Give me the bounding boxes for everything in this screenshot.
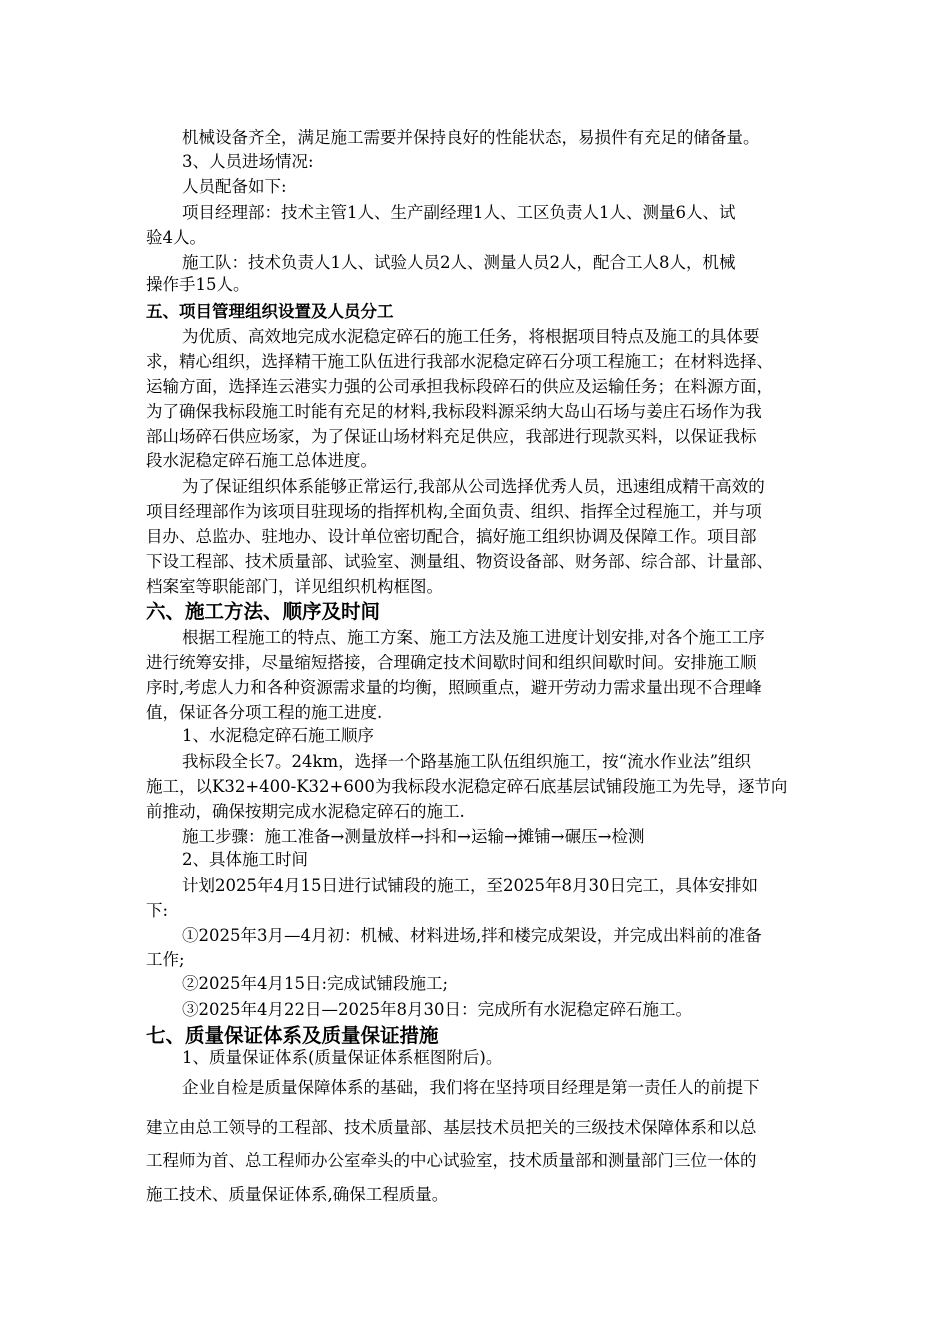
text-line: 段水泥稳定碎石施工总体进度。	[146, 451, 377, 470]
text-line: 1、水泥稳定碎石施工顺序	[182, 726, 374, 745]
text-line: 施工队：技术负责人1人、试验人员2人、测量人员2人，配合工人8人，机械	[182, 253, 736, 272]
text-line: 1、质量保证体系(质量保证体系框图附后)。	[182, 1048, 503, 1067]
text-line: 机械设备齐全，满足施工需要并保持良好的性能状态，易损件有充足的储备量。	[182, 128, 760, 147]
text-line: 为了保证组织体系能够正常运行,我部从公司选择优秀人员，迅速组成精干高效的	[182, 477, 765, 496]
text-line: 前推动，确保按期完成水泥稳定碎石的施工.	[146, 802, 465, 821]
text-line: 计划2025年4月15日进行试铺段的施工，至2025年8月30日完工，具体安排如	[182, 876, 758, 895]
text-line: 求，精心组织，选择精干施工队伍进行我部水泥稳定碎石分项工程施工；在材料选择、	[146, 352, 773, 371]
section-heading-6: 六、施工方法、顺序及时间	[146, 600, 381, 623]
text-line: 2、具体施工时间	[182, 850, 308, 869]
text-line: 施工技术、质量保证体系,确保工程质量。	[146, 1185, 449, 1204]
section-heading-7: 七、质量保证体系及质量保证措施	[146, 1024, 439, 1047]
text-line: ②2025年4月15日:完成试铺段施工;	[182, 974, 449, 993]
text-line: 工作;	[146, 950, 185, 969]
text-line: 人员配备如下:	[182, 177, 287, 196]
text-line: 根据工程施工的特点、施工方案、施工方法及施工进度计划安排,对各个施工工序	[182, 628, 765, 647]
text-line: 目办、总监办、驻地办、设计单位密切配合，搞好施工组织协调及保障工作。项目部	[146, 527, 757, 546]
text-line: 进行统筹安排，尽量缩短搭接，合理确定技术间歇时间和组织间歇时间。安排施工顺	[146, 653, 757, 672]
text-line: 项目经理部作为该项目驻现场的指挥机构,全面负责、组织、指挥全过程施工，并与项	[146, 502, 762, 521]
text-line: 项目经理部：技术主管1人、生产副经理1人、工区负责人1人、测量6人、试	[182, 203, 736, 222]
text-line: 施工步骤：施工准备→测量放样→抖和→运输→摊铺→碾压→检测	[182, 827, 645, 846]
text-line: 操作手15人。	[146, 275, 250, 294]
text-line: 为优质、高效地完成水泥稳定碎石的施工任务，将根据项目特点及施工的具体要	[182, 327, 760, 346]
section-heading-5: 五、项目管理组织设置及人员分工	[146, 302, 394, 321]
text-line: 下:	[146, 901, 169, 920]
text-line: ③2025年4月22日—2025年8月30日：完成所有水泥稳定碎石施工。	[182, 1000, 692, 1019]
text-line: 下设工程部、技术质量部、试验室、测量组、物资设备部、财务部、综合部、计量部、	[146, 552, 773, 571]
text-line: 建立由总工领导的工程部、技术质量部、基层技术员把关的三级技术保障体系和以总	[146, 1118, 757, 1137]
text-line: 施工，以K32+400-K32+600为我标段水泥稳定碎石底基层试铺段施工为先导，逐节向	[146, 777, 788, 796]
text-line: ①2025年3月—4月初：机械、材料进场,拌和楼完成架设，并完成出料前的准备	[182, 926, 762, 945]
text-line: 档案室等职能部门，详见组织机构框图。	[146, 577, 443, 596]
text-line: 值，保证各分项工程的施工进度.	[146, 703, 383, 722]
text-line: 序时,考虑人力和各种资源需求量的均衡，照顾重点，避开劳动力需求量出现不合理峰	[146, 678, 762, 697]
text-line: 运输方面，选择连云港实力强的公司承担我标段碎石的供应及运输任务；在料源方面，	[146, 377, 773, 396]
text-line: 3、人员进场情况:	[182, 152, 314, 171]
text-line: 为了确保我标段施工时能有充足的材料,我标段料源采纳大岛山石场与姜庄石场作为我	[146, 402, 762, 421]
text-line: 部山场碎石供应场家，为了保证山场材料充足供应，我部进行现款买料，以保证我标	[146, 427, 757, 446]
text-line: 企业自检是质量保障体系的基础，我们将在坚持项目经理是第一责任人的前提下	[182, 1078, 760, 1097]
text-line: 我标段全长7。24km，选择一个路基施工队伍组织施工，按“流水作业法”组织	[182, 752, 752, 771]
text-line: 验4人。	[146, 228, 206, 247]
text-line: 工程师为首、总工程师办公室牵头的中心试验室，技术质量部和测量部门三位一体的	[146, 1151, 757, 1170]
